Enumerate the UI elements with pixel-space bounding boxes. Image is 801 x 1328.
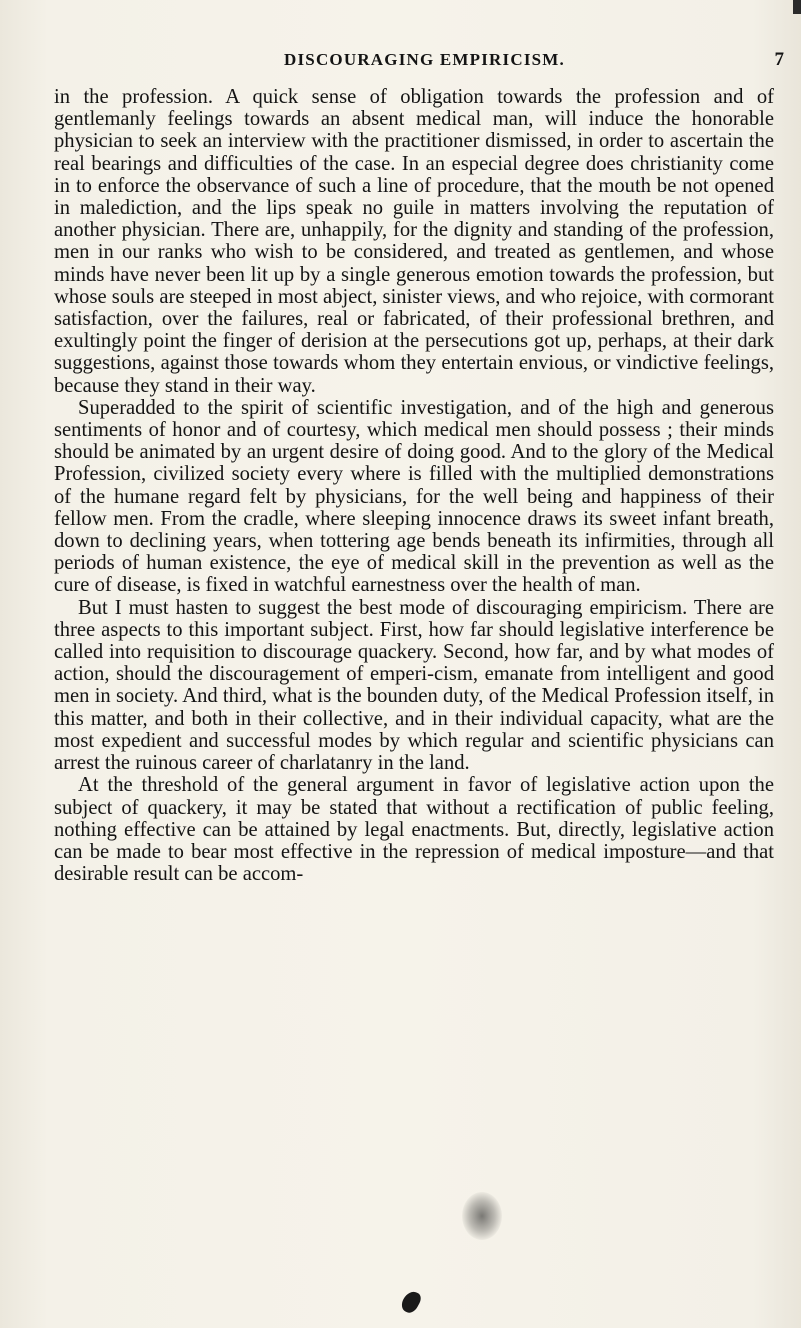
running-head bbox=[54, 50, 794, 76]
paragraph-1: in the profession. A quick sense of obligation towards the profession and of gentlemanly feelings towards an absent medical man, will induce the honorable physician to seek an interview with the practitioner dismissed, in order to ascertain the real bearings and difficulties of the case. In an especial degree does christianity come in to enforce the observance of such a line of procedure, that the mouth be not opened in malediction, and the lips speak no guile in matters involving the reputation of another physician. There are, unhappily, for the dignity and standing of the profession, men in our ranks who wish to be considered, and treated as gentlemen, and whose minds have never been lit up by a single generous emotion towards the profession, but whose souls are steeped in most abject, sinister views, and who rejoice, with cormorant satisfaction, over the failures, real or fabricated, of their professional brethren, and exultingly point the finger of derision at the persecutions got up, perhaps, at their dark suggestions, against those towards whom they entertain envious, or vindictive feelings, because they stand in their way. bbox=[54, 86, 774, 397]
paragraph-4: At the threshold of the general argument in favor of legislative action upon the subject of quackery, it may be stated that without a rectification of public feeling, nothing effective can be attained by legal enactments. But, directly, legislative action can be made to bear most effective in the repression of medical imposture—and that desirable result can be accom- bbox=[54, 774, 774, 886]
paragraph-3: But I must hasten to suggest the best mode of discouraging empiricism. There are three aspects to this important subject. First, how far should legislative interference be called into requisition to discourage quackery. Second, how far, and by what modes of action, should the discouragement of emperi-cism, emanate from intelligent and good men in society. And third, what is the bounden duty, of the Medical Profession itself, in this matter, and both in their collective, and in their individual capacity, what are the most expedient and successful modes by which regular and scientific physicians can arrest the ruinous career of charlatanry in the land. bbox=[54, 596, 774, 775]
ink-blot bbox=[399, 1289, 423, 1316]
body-text bbox=[54, 86, 774, 885]
page-edge-mark bbox=[793, 0, 801, 14]
ink-smudge bbox=[462, 1192, 502, 1240]
paragraph-2: Superadded to the spirit of scientific investigation, and of the high and generous sentiments of honor and of courtesy, which medical men should possess ; their minds should be animated by an urgent desire of doing good. And to the glory of the Medical Profession, civilized society every where is filled with the multiplied demonstrations of the humane regard felt by physicians, for the well being and happiness of their fellow men. From the cradle, where sleeping innocence draws its sweet infant breath, down to declining years, when tottering age bends beneath its infirmities, through all periods of human existence, the eye of medical skill in the prevention as well as the cure of disease, is fixed in watchful earnestness over the health of man. bbox=[54, 396, 774, 597]
running-head-title: DISCOURAGING EMPIRICISM. bbox=[284, 50, 565, 69]
page-number: 7 bbox=[774, 49, 784, 70]
